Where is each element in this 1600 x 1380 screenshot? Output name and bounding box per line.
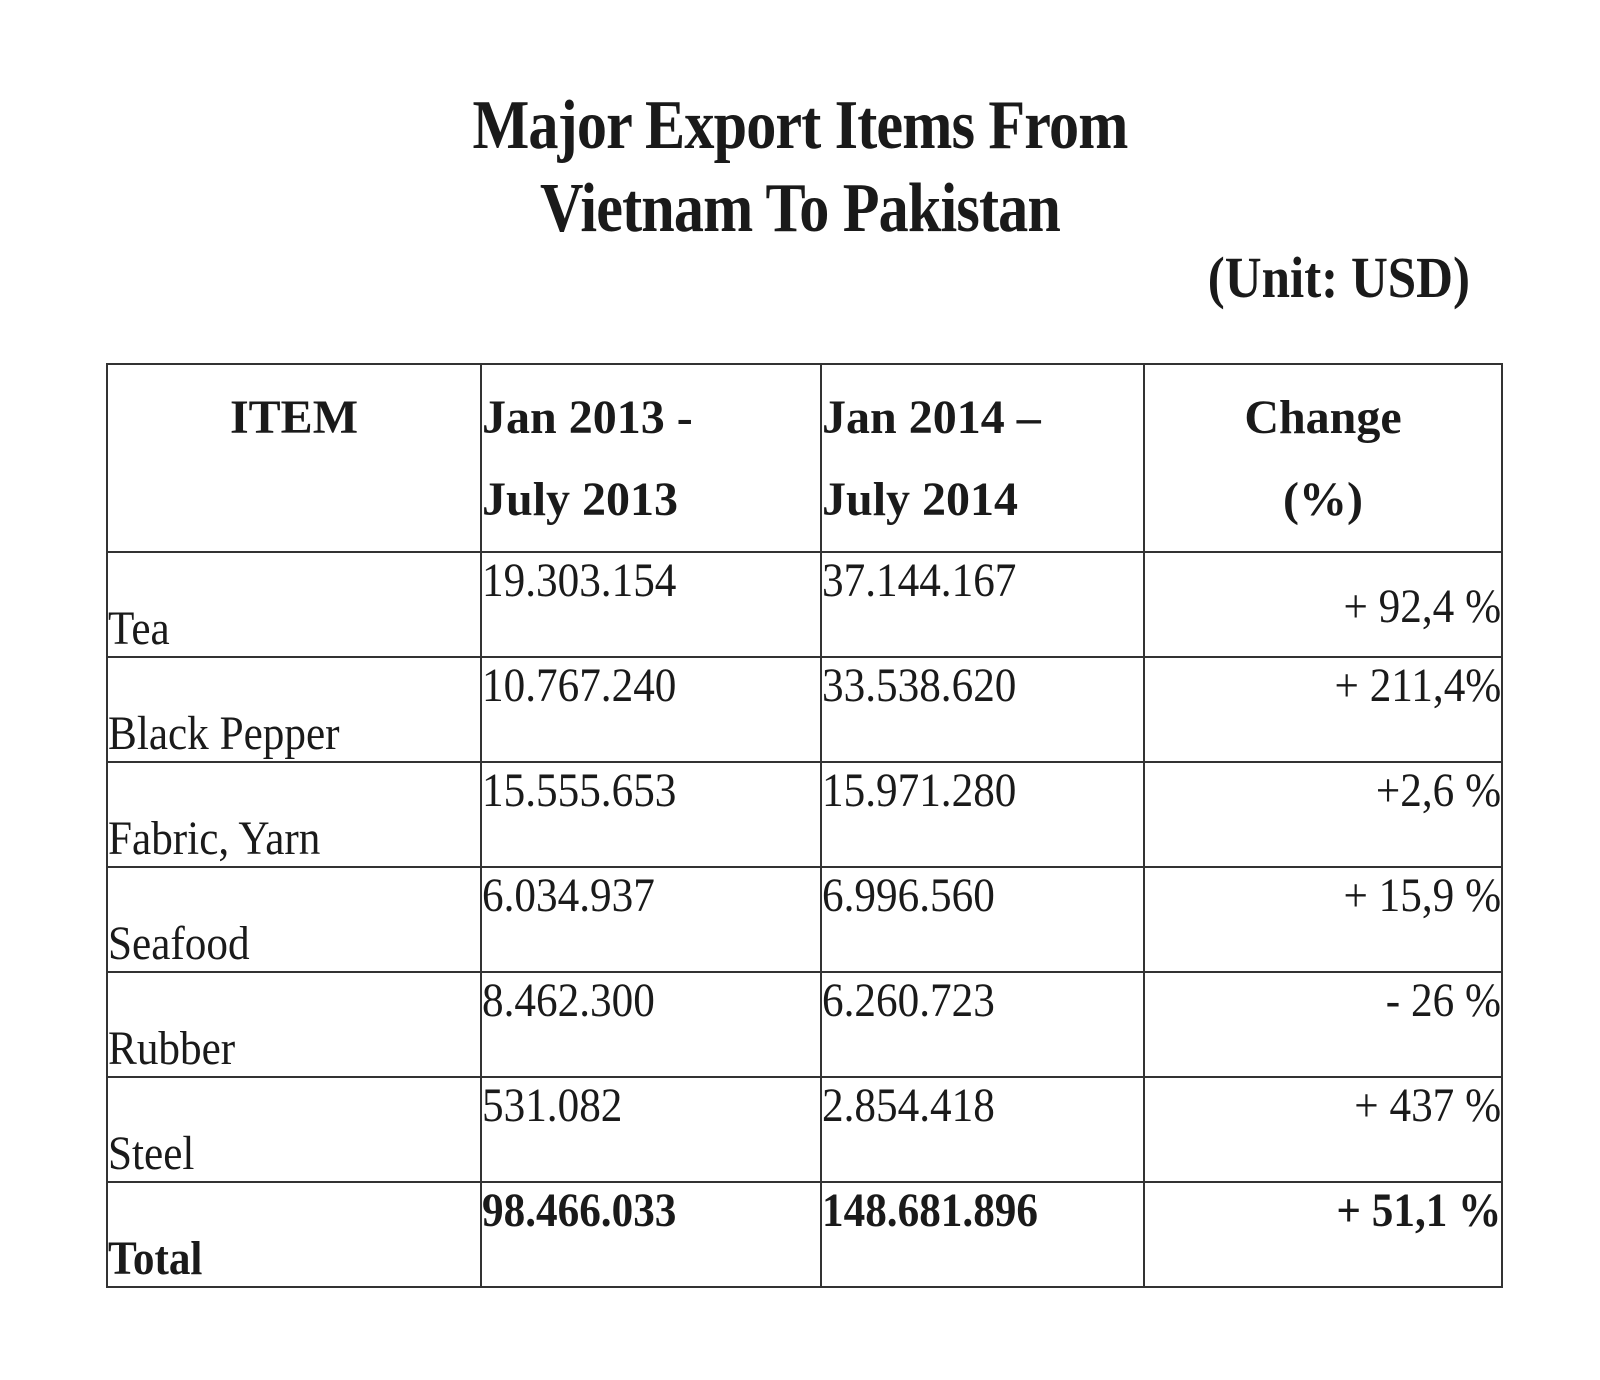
cell-change: + 15,9 % [1144,867,1502,972]
cell-2013: 531.082 [481,1077,821,1182]
table-row [107,867,1502,972]
cell-item: Tea [107,552,481,657]
cell-change: - 26 % [1144,972,1502,1077]
table-row [107,552,1502,657]
cell-item: Steel [107,1077,481,1182]
total-change: + 51,1 % [1144,1182,1502,1287]
total-2014: 148.681.896 [821,1182,1144,1287]
cell-2014: 33.538.620 [821,657,1144,762]
cell-2013: 8.462.300 [481,972,821,1077]
cell-2014: 2.854.418 [821,1077,1144,1182]
header-item: ITEM [107,364,481,552]
table-row [107,972,1502,1077]
cell-2013: 6.034.937 [481,867,821,972]
cell-2014: 6.260.723 [821,972,1144,1077]
header-period-2014: Jan 2014 – July 2014 [821,364,1144,552]
export-table [106,363,1503,1288]
cell-change: + 437 % [1144,1077,1502,1182]
cell-change: + 211,4% [1144,657,1502,762]
cell-2014: 15.971.280 [821,762,1144,867]
header-period-2013: Jan 2013 - July 2013 [481,364,821,552]
table-row [107,657,1502,762]
table-row [107,762,1502,867]
cell-2014: 37.144.167 [821,552,1144,657]
total-label: Total [107,1182,481,1287]
cell-2013: 19.303.154 [481,552,821,657]
page-title-line-2: Vietnam To Pakistan [539,170,1061,247]
cell-item: Black Pepper [107,657,481,762]
total-2013: 98.466.033 [481,1182,821,1287]
header-change: Change (%) [1144,364,1502,552]
cell-item: Fabric, Yarn [107,762,481,867]
table-row [107,1077,1502,1182]
cell-change: + 92,4 % [1144,552,1502,657]
cell-2014: 6.996.560 [821,867,1144,972]
cell-item: Rubber [107,972,481,1077]
cell-change: +2,6 % [1144,762,1502,867]
total-row [107,1182,1502,1287]
unit-label: (Unit: USD) [1207,245,1470,310]
page-title-line-1: Major Export Items From [472,87,1128,164]
cell-item: Seafood [107,867,481,972]
cell-2013: 15.555.653 [481,762,821,867]
header-row [107,364,1502,552]
cell-2013: 10.767.240 [481,657,821,762]
